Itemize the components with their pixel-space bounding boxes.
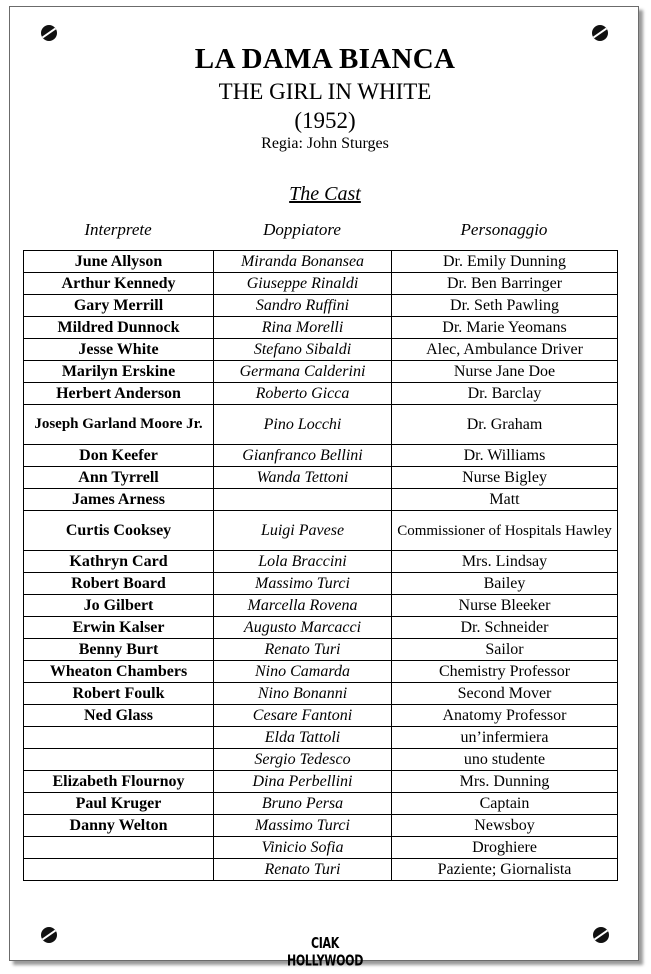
actor-cell: Marilyn Erskine bbox=[24, 361, 214, 383]
role-cell: Dr. Williams bbox=[392, 445, 618, 467]
column-header-actor: Interprete bbox=[84, 220, 152, 239]
actor-cell: Herbert Anderson bbox=[24, 383, 214, 405]
table-row bbox=[24, 771, 618, 793]
table-row bbox=[24, 595, 618, 617]
actor-cell: Jo Gilbert bbox=[24, 595, 214, 617]
table-row bbox=[24, 317, 618, 339]
table-row bbox=[24, 551, 618, 573]
cast-table bbox=[23, 250, 618, 881]
dubber-cell: Miranda Bonansea bbox=[214, 251, 392, 273]
actor-cell: Kathryn Card bbox=[24, 551, 214, 573]
film-title: LA DAMA BIANCA bbox=[194, 43, 456, 75]
dubber-cell: Gianfranco Bellini bbox=[214, 445, 392, 467]
role-cell: Mrs. Dunning bbox=[392, 771, 618, 793]
actor-cell: Robert Foulk bbox=[24, 683, 214, 705]
screw-icon-top-left bbox=[41, 25, 57, 41]
role-cell: uno studente bbox=[392, 749, 618, 771]
table-row bbox=[24, 793, 618, 815]
role-cell: Mrs. Lindsay bbox=[392, 551, 618, 573]
table-row bbox=[24, 859, 618, 881]
dubber-cell: Vinicio Sofia bbox=[214, 837, 392, 859]
table-row bbox=[24, 573, 618, 595]
actor-cell: June Allyson bbox=[24, 251, 214, 273]
cast-table-body bbox=[24, 251, 618, 881]
film-year: (1952) bbox=[294, 108, 356, 133]
dubber-cell: Elda Tattoli bbox=[214, 727, 392, 749]
actor-cell: Danny Welton bbox=[24, 815, 214, 837]
dubber-cell: Giuseppe Rinaldi bbox=[214, 273, 392, 295]
role-cell: un’infermiera bbox=[392, 727, 618, 749]
actor-cell bbox=[24, 859, 214, 881]
ciak-hollywood-logo: CIAK HOLLYWOOD bbox=[286, 934, 364, 970]
table-row bbox=[24, 639, 618, 661]
cast-plate bbox=[9, 6, 639, 970]
dubber-cell: Lola Braccini bbox=[214, 551, 392, 573]
dubber-cell: Renato Turi bbox=[214, 639, 392, 661]
screw-icon-top-right bbox=[592, 25, 608, 41]
dubber-cell: Bruno Persa bbox=[214, 793, 392, 815]
dubber-cell: Massimo Turci bbox=[214, 573, 392, 595]
role-cell: Second Mover bbox=[392, 683, 618, 705]
table-row bbox=[24, 837, 618, 859]
table-row bbox=[24, 705, 618, 727]
actor-cell: Ann Tyrrell bbox=[24, 467, 214, 489]
column-header-dubber: Doppiatore bbox=[263, 220, 341, 239]
role-cell: Dr. Schneider bbox=[392, 617, 618, 639]
role-cell: Anatomy Professor bbox=[392, 705, 618, 727]
actor-cell: Joseph Garland Moore Jr. bbox=[24, 405, 214, 445]
dubber-cell: Massimo Turci bbox=[214, 815, 392, 837]
table-row bbox=[24, 467, 618, 489]
dubber-cell: Augusto Marcacci bbox=[214, 617, 392, 639]
role-cell: Chemistry Professor bbox=[392, 661, 618, 683]
dubber-cell: Stefano Sibaldi bbox=[214, 339, 392, 361]
role-cell: Matt bbox=[392, 489, 618, 511]
actor-cell: James Arness bbox=[24, 489, 214, 511]
role-cell: Droghiere bbox=[392, 837, 618, 859]
actor-cell: Wheaton Chambers bbox=[24, 661, 214, 683]
dubber-cell: Luigi Pavese bbox=[214, 511, 392, 551]
table-row bbox=[24, 489, 618, 511]
actor-cell: Robert Board bbox=[24, 573, 214, 595]
screw-icon-bottom-left bbox=[41, 927, 57, 943]
actor-cell bbox=[24, 837, 214, 859]
actor-cell: Elizabeth Flournoy bbox=[24, 771, 214, 793]
role-cell: Dr. Emily Dunning bbox=[392, 251, 618, 273]
table-row bbox=[24, 339, 618, 361]
role-cell: Dr. Barclay bbox=[392, 383, 618, 405]
role-cell: Paziente; Giornalista bbox=[392, 859, 618, 881]
role-cell: Dr. Ben Barringer bbox=[392, 273, 618, 295]
actor-cell: Ned Glass bbox=[24, 705, 214, 727]
actor-cell: Don Keefer bbox=[24, 445, 214, 467]
dubber-cell: Cesare Fantoni bbox=[214, 705, 392, 727]
actor-cell: Curtis Cooksey bbox=[24, 511, 214, 551]
table-row bbox=[24, 727, 618, 749]
role-cell: Dr. Graham bbox=[392, 405, 618, 445]
dubber-cell: Rina Morelli bbox=[214, 317, 392, 339]
table-row bbox=[24, 617, 618, 639]
table-row bbox=[24, 661, 618, 683]
role-cell: Captain bbox=[392, 793, 618, 815]
film-director: Regia: John Sturges bbox=[261, 135, 389, 152]
screw-icon-bottom-right bbox=[593, 927, 609, 943]
table-row bbox=[24, 383, 618, 405]
actor-cell: Jesse White bbox=[24, 339, 214, 361]
table-row bbox=[24, 815, 618, 837]
actor-cell: Erwin Kalser bbox=[24, 617, 214, 639]
role-cell: Nurse Bleeker bbox=[392, 595, 618, 617]
dubber-cell: Sandro Ruffini bbox=[214, 295, 392, 317]
table-row bbox=[24, 683, 618, 705]
role-cell: Commissioner of Hospitals Hawley bbox=[392, 511, 618, 551]
actor-cell: Paul Kruger bbox=[24, 793, 214, 815]
dubber-cell: Germana Calderini bbox=[214, 361, 392, 383]
role-cell: Newsboy bbox=[392, 815, 618, 837]
table-row bbox=[24, 273, 618, 295]
role-cell: Dr. Seth Pawling bbox=[392, 295, 618, 317]
dubber-cell: Nino Bonanni bbox=[214, 683, 392, 705]
role-cell: Sailor bbox=[392, 639, 618, 661]
dubber-cell bbox=[214, 489, 392, 511]
dubber-cell: Dina Perbellini bbox=[214, 771, 392, 793]
role-cell: Bailey bbox=[392, 573, 618, 595]
film-original-title: THE GIRL IN WHITE bbox=[218, 79, 432, 104]
dubber-cell: Renato Turi bbox=[214, 859, 392, 881]
actor-cell: Arthur Kennedy bbox=[24, 273, 214, 295]
actor-cell bbox=[24, 727, 214, 749]
table-row bbox=[24, 251, 618, 273]
dubber-cell: Pino Locchi bbox=[214, 405, 392, 445]
role-cell: Alec, Ambulance Driver bbox=[392, 339, 618, 361]
table-row bbox=[24, 749, 618, 771]
dubber-cell: Marcella Rovena bbox=[214, 595, 392, 617]
actor-cell: Gary Merrill bbox=[24, 295, 214, 317]
actor-cell: Mildred Dunnock bbox=[24, 317, 214, 339]
role-cell: Nurse Bigley bbox=[392, 467, 618, 489]
table-row bbox=[24, 445, 618, 467]
table-row bbox=[24, 511, 618, 551]
actor-cell: Benny Burt bbox=[24, 639, 214, 661]
column-header-role: Personaggio bbox=[460, 220, 548, 239]
dubber-cell: Roberto Gicca bbox=[214, 383, 392, 405]
table-row bbox=[24, 295, 618, 317]
dubber-cell: Sergio Tedesco bbox=[214, 749, 392, 771]
dubber-cell: Wanda Tettoni bbox=[214, 467, 392, 489]
dubber-cell: Nino Camarda bbox=[214, 661, 392, 683]
role-cell: Dr. Marie Yeomans bbox=[392, 317, 618, 339]
table-row bbox=[24, 405, 618, 445]
role-cell: Nurse Jane Doe bbox=[392, 361, 618, 383]
table-row bbox=[24, 361, 618, 383]
actor-cell bbox=[24, 749, 214, 771]
cast-heading: The Cast bbox=[289, 183, 361, 205]
